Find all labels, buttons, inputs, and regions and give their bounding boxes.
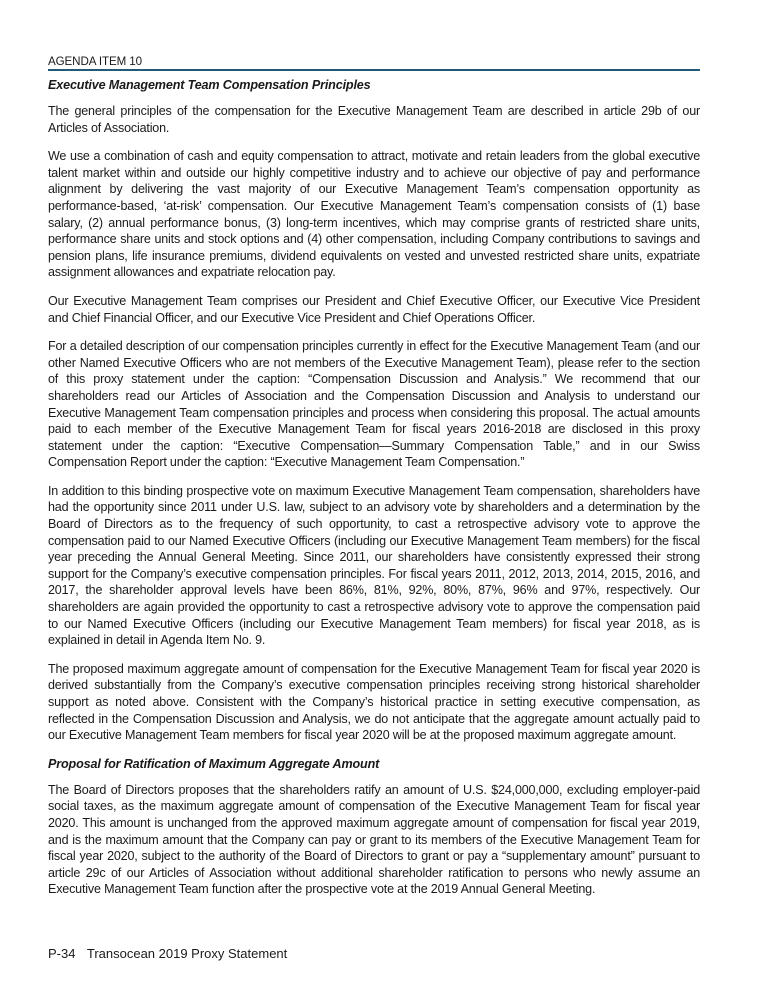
- page-footer: [48, 946, 287, 961]
- document-body: [48, 77, 700, 910]
- paragraph: We use a combination of cash and equity compensation to attract, motivate and retain leaders from the global executive talent market within and outside our highly competitive industry and to achieve our objective of pay and performance alignment by delivering the vast majority of our Executive Management Team’s compensation opportunity as performance-based, ‘at-risk’ compensation. Our Executive Management Team’s compensation consists of (1) base salary, (2) annual performance bonus, (3) long-term incentives, which may comprise grants of restricted share units, performance share units and stock options and (4) other compensation, including Company contributions to savings and pension plans, life insurance premiums, dividend equivalents on vested and unvested restricted share units, expatriate assignment allowances and expatriate relocation pay.: [48, 149, 700, 280]
- paragraph: The proposed maximum aggregate amount of compensation for the Executive Management Team for fiscal year 2020 is derived substantially from the Company’s executive compensation principles receiving strong historical shareholder support as noted above. Consistent with the Company’s historical practice in setting executive compensation, as reflected in the Compensation Discussion and Analysis, we do not anticipate that the aggregate amount actually paid to our Executive Management Team members for fiscal year 2020 will be at the proposed maximum aggregate amount.: [48, 661, 700, 743]
- paragraph: The general principles of the compensation for the Executive Management Team are described in article 29b of our Articles of Association.: [48, 104, 700, 135]
- section-proposal-ratification: [48, 756, 700, 898]
- document-title: Transocean 2019 Proxy Statement: [86, 946, 288, 961]
- paragraph: Our Executive Management Team comprises our President and Chief Executive Officer, our Executive Vice President and Chief Financial Officer, and our Executive Vice President and Chief Operations Officer.: [48, 293, 700, 325]
- paragraph: In addition to this binding prospective vote on maximum Executive Management Team compensation, shareholders have had the opportunity since 2011 under U.S. law, subject to an advisory vote by shareholders and a determination by the Board of Directors as to the frequency of such opportunity, to cast a retrospective advisory vote to approve the compensation paid to our Named Executive Officers (including our Executive Management Team members) for the fiscal year preceding the Annual General Meeting. Since 2011, our shareholders have consistently expressed their strong support for the Company’s executive compensation principles. For fiscal years 2011, 2012, 2013, 2014, 2015, 2016, and 2017, the shareholder approval levels have been 86%, 81%, 92%, 80%, 87%, 96% and 97%, respectively. Our shareholders are again provided the opportunity to cast a retrospective advisory vote to approve the compensation paid to our Named Executive Officers (including our Executive Management Team members) for fiscal year 2018, as is explained in detail in Agenda Item No. 9.: [48, 483, 700, 648]
- paragraph: For a detailed description of our compensation principles currently in effect for the Executive Management Team (and our other Named Executive Officers who are not members of the Executive Management Team), please refer to the section of this proxy statement under the caption: “Compensation Discussion and Analysis.” We recommend that our shareholders read our Articles of Association and the Compensation Discussion and Analysis to understand our Executive Management Team compensation principles and process when considering this proposal. The actual amounts paid to each member of the Executive Management Team for fiscal years 2016-2018 are disclosed in this proxy statement under the caption: “Executive Compensation—Summary Compensation Table,” and in our Swiss Compensation Report under the caption: “Executive Management Team Compensation.”: [48, 339, 700, 470]
- paragraph: The Board of Directors proposes that the shareholders ratify an amount of U.S. $24,000,000, excluding employer-paid social taxes, as the maximum aggregate amount of compensation of the Executive Management Team for fiscal year 2020. This amount is unchanged from the approved maximum aggregate amount of compensation for fiscal year 2019, and is the maximum amount that the Company can pay or grant to its members of the Executive Management Team for fiscal year 2020, subject to the authority of the Board of Directors to grant or pay a “supplementary amount” pursuant to article 29c of our Articles of Association without additional shareholder ratification to persons who newly assume an Executive Management Team function after the prospective vote at the 2019 Annual General Meeting.: [48, 782, 700, 897]
- agenda-item-label: AGENDA ITEM 10: [48, 55, 142, 68]
- page-number: P-34: [48, 946, 76, 961]
- section-heading: Executive Management Team Compensation Principles: [48, 78, 371, 92]
- header-rule: [48, 69, 700, 71]
- section-heading: Proposal for Ratification of Maximum Aggregate Amount: [48, 756, 380, 771]
- section-compensation-principles: [48, 77, 700, 744]
